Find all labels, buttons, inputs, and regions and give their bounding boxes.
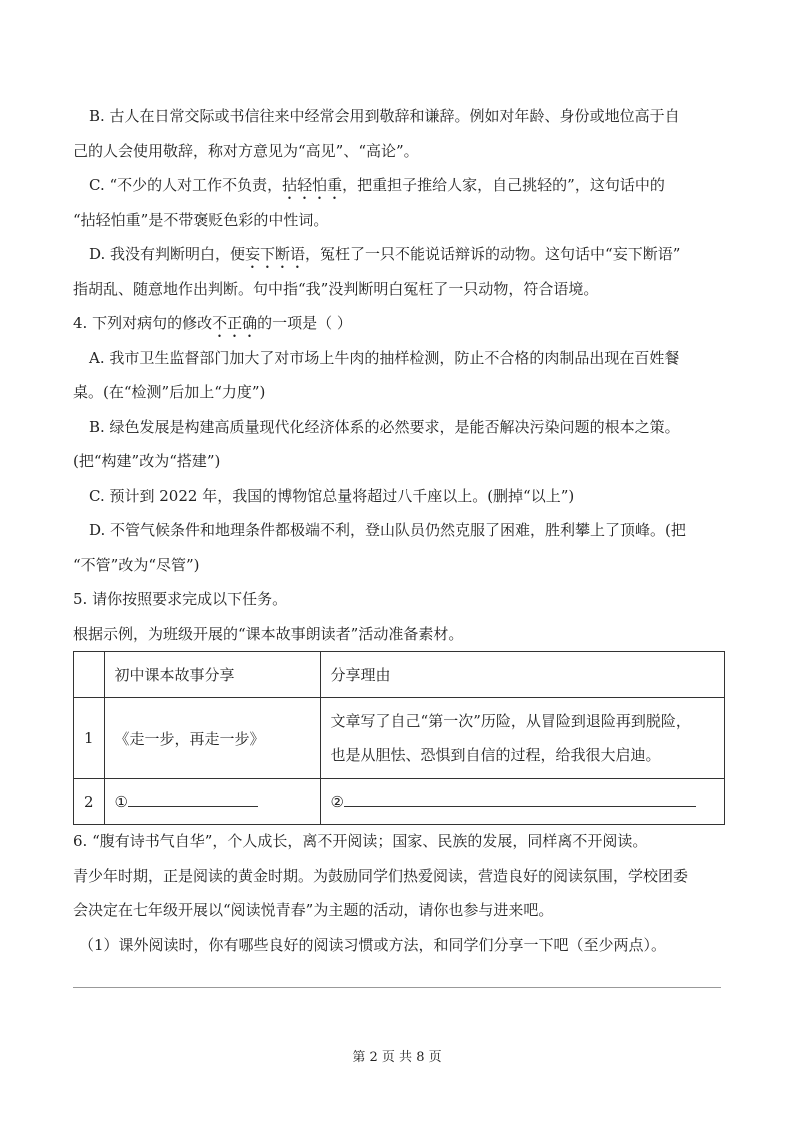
blank-1-label: ① [114, 793, 128, 811]
q4-option-b-line1: B. 绿色发展是构建高质量现代化经济体系的必然要求，是能否解决污染问题的根本之策。 [89, 418, 680, 436]
q4-option-b-line2: (把“构建”改为“搭建”) [73, 452, 221, 470]
header-reason-cell: 分享理由 [320, 652, 724, 698]
page-footer: 第 2 页 共 8 页 [352, 1050, 442, 1065]
header-story-cell: 初中课本故事分享 [104, 652, 320, 698]
q4-option-d-line2: “不管”改为“尽管”) [73, 556, 200, 574]
blank-2-label: ② [330, 793, 344, 811]
q6-line1: 6. “腹有诗书气自华”，个人成长，离不开阅读；国家、民族的发展，同样离不开阅读。 [73, 832, 648, 850]
blank-2-answer-line[interactable] [344, 792, 696, 807]
q6-subquestion-1: （1）课外阅读时，你有哪些良好的阅读习惯或方法，和同学们分享一下吧（至少两点）。 [79, 936, 667, 954]
q4-option-c-line1: C. 预计到 2022 年，我国的博物馆总量将超过八千座以上。(删掉“以上”) [89, 487, 575, 505]
table-header-row [74, 652, 725, 698]
q4-option-a-line2: 桌。(在“检测”后加上“力度”) [73, 383, 266, 401]
q3-option-d-line2: 指胡乱、随意地作出判断。句中指“我”没判断明白冤枉了一只动物，符合语境。 [73, 280, 599, 298]
q3-option-b-line1: B. 古人在日常交际或书信往来中经常会用到敬辞和谦辞。例如对年龄、身份或地位高于自 [89, 107, 680, 125]
q6-line2: 青少年时期，正是阅读的黄金时期。为鼓励同学们热爱阅读，营造良好的阅读氛围，学校团委 [73, 867, 689, 885]
row2-num-cell: 2 [74, 779, 105, 825]
row1-num-cell: 1 [74, 698, 105, 779]
q4-stem-b: 的一项是（ ） [257, 314, 352, 332]
table-row [74, 698, 725, 779]
q3-option-d-dotted-word: 妄下断语 [245, 245, 306, 263]
blank-1-answer-line[interactable] [128, 792, 258, 807]
q3-option-c-text-a: C. “不少的人对工作不负责， [89, 176, 283, 194]
q3-option-c-text-b: ，把重担子推给人家，自己挑轻的”，这句话中的 [342, 176, 665, 194]
q5-intro: 根据示例，为班级开展的“课本故事朗读者”活动准备素材。 [73, 625, 464, 643]
q3-option-c-line1 [89, 175, 665, 203]
table-row [74, 779, 725, 825]
row1-reason-line2: 也是从胆怯、恐惧到自信的过程，给我很大启迪。 [330, 746, 661, 764]
header-num-cell [74, 652, 105, 698]
row1-story-cell: 《走一步，再走一步》 [104, 698, 320, 779]
q3-option-c-dotted-word: 拈轻怕重 [282, 176, 343, 194]
q3-option-d-line1 [89, 244, 680, 272]
q6-line3: 会决定在七年级开展以“阅读悦青春”为主题的活动，请你也参与进来吧。 [73, 901, 554, 919]
row2-story-cell[interactable] [104, 779, 320, 825]
q3-option-b-line2: 己的人会使用敬辞，称对方意见为“高见”、“高论”。 [73, 142, 419, 160]
q4-option-d-line1: D. 不管气候条件和地理条件都极端不利，登山队员仍然克服了困难，胜利攀上了顶峰。(把 [89, 521, 686, 539]
row1-reason-cell [320, 698, 724, 779]
q3-option-c-line2: “拈轻怕重”是不带褒贬色彩的中性词。 [73, 211, 329, 229]
answer-line[interactable] [73, 987, 721, 988]
q3-option-d-text-b: ，冤枉了一只不能说话辩诉的动物。这句话中“妄下断语” [305, 245, 681, 263]
q5-stem: 5. 请你按照要求完成以下任务。 [73, 590, 288, 608]
row1-reason-line1: 文章写了自己“第一次”历险，从冒险到退险再到脱险， [330, 712, 691, 730]
row2-reason-cell[interactable] [320, 779, 724, 825]
q4-stem-a: 4. 下列对病句的修改 [73, 314, 213, 332]
q4-option-a-line1: A. 我市卫生监督部门加大了对市场上牛肉的抽样检测，防止不合格的肉制品出现在百姓餐 [89, 349, 680, 367]
q3-option-d-text-a: D. 我没有判断明白，便 [89, 245, 246, 263]
q4-stem-dotted-word: 不正确 [212, 314, 258, 332]
q4-stem [73, 313, 352, 341]
q5-task-table [73, 651, 725, 825]
